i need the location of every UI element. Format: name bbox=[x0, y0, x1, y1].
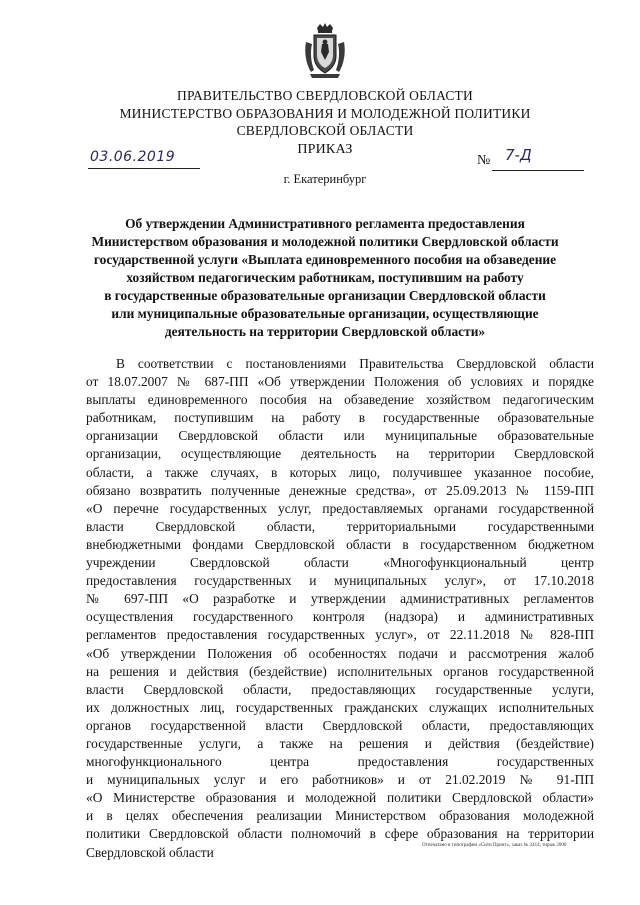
title-line: Министерством образования и молодежной политики Свердловской области bbox=[91, 234, 559, 249]
order-number-handwritten: 7-Д bbox=[505, 146, 532, 164]
body-line: и в целях обеспечения реализации Министерством образования молодежной bbox=[86, 808, 594, 824]
coat-of-arms-emblem bbox=[302, 22, 348, 82]
printer-footnote: Отпечатано в типографии «Сити Принт», заказ № 3414, тираж 2000 bbox=[422, 843, 567, 848]
body-line: и муниципальных услуг и его работников» и от 21.02.2019 № 91-ПП bbox=[86, 772, 594, 788]
body-line: многофункционального центра предоставления государственных bbox=[86, 754, 594, 770]
title-line: деятельность на территории Свердловской области» bbox=[164, 324, 486, 339]
title-line: или муниципальные образовательные организации, осуществляющие bbox=[111, 306, 539, 321]
body-line: от 18.07.2007 № 687-ПП «Об утверждении Положения об условиях и порядке bbox=[86, 374, 594, 390]
body-line: № 697-ПП «О разработке и утверждении административных регламентов bbox=[86, 591, 594, 607]
body-line: В соответствии с постановлениями Правительства Свердловской области bbox=[116, 356, 594, 371]
order-date-handwritten: 03.06.2019 bbox=[90, 149, 176, 165]
body-line: внебюджетными фондами Свердловской области в государственном бюджетном bbox=[86, 536, 594, 552]
body-line: предоставления государственных и муниципальных услуг», от 17.10.2018 bbox=[86, 573, 594, 589]
body-line: их должностных лиц, государственных гражданских служащих исполнительных bbox=[86, 699, 594, 715]
body-line: «О перечне государственных услуг, предоставляемых органами государственной bbox=[86, 500, 594, 516]
body-line: осуществления государственного контроля (надзора) и административных bbox=[86, 609, 594, 625]
body-line: области, а также случаях, в которых лицо, получившее указанное пособие, bbox=[86, 464, 594, 480]
title-line: хозяйством педагогическим работникам, поступившим на работу bbox=[126, 270, 524, 285]
body-line: власти Свердловской области, предоставляющих государственные услуги, bbox=[86, 681, 594, 697]
body-line: власти Свердловской области, территориальными государственными bbox=[86, 518, 594, 534]
body-line: организации Свердловской области или муниципальные образовательные bbox=[86, 428, 594, 444]
title-line: Об утверждении Административного регламента предоставления bbox=[125, 216, 525, 231]
body-line: выплаты единовременного пособия на обзаведение хозяйством педагогическим bbox=[86, 392, 594, 408]
body-line: организации, осуществляющие деятельность на территории Свердловской bbox=[86, 446, 594, 462]
body-line: на решения и действия (бездействие) исполнительных органов государственной bbox=[86, 663, 594, 679]
city-name: г. Екатеринбург bbox=[283, 172, 367, 186]
ministry-name-line-2: СВЕРДЛОВСКОЙ ОБЛАСТИ bbox=[236, 123, 414, 138]
order-title bbox=[60, 215, 590, 341]
title-line: в государственные образовательные организации Свердловской области bbox=[104, 288, 546, 303]
government-name: ПРАВИТЕЛЬСТВО СВЕРДЛОВСКОЙ ОБЛАСТИ bbox=[177, 88, 473, 103]
body-line: «О Министерстве образования и молодежной политики Свердловской области» bbox=[86, 790, 594, 806]
body-line: политики Свердловской области полномочий в сфере образования на территории bbox=[86, 826, 594, 842]
body-line: государственные услуги, а также на решения и действия (бездействие) bbox=[86, 735, 594, 751]
body-line: учреждении Свердловской области «Многофункциональный центр bbox=[86, 555, 594, 571]
body-line: обязано возвратить полученные денежные средства», от 25.09.2013 № 1159-ПП bbox=[86, 482, 594, 498]
body-line: работникам, поступившим на работу в государственные образовательные bbox=[86, 410, 594, 426]
document-type: ПРИКАЗ bbox=[297, 142, 353, 157]
ministry-name bbox=[60, 105, 590, 139]
order-body-text bbox=[86, 355, 594, 862]
body-line: органов государственной власти Свердловской области, предоставляющих bbox=[86, 717, 594, 733]
body-line: Свердловской области bbox=[86, 844, 214, 860]
ministry-name-line-1: МИНИСТЕРСТВО ОБРАЗОВАНИЯ И МОЛОДЕЖНОЙ ПОЛИТИКИ bbox=[119, 106, 531, 121]
body-line: «Об утверждении Положения об особенностях подачи и рассмотрения жалоб bbox=[86, 645, 594, 661]
body-line: регламентов предоставления государственных услуг», от 22.11.2018 № 828-ПП bbox=[86, 627, 594, 643]
title-line: государственной услуги «Выплата единовременного пособия на обзаведение bbox=[93, 252, 557, 267]
order-number-label: № bbox=[477, 153, 491, 168]
